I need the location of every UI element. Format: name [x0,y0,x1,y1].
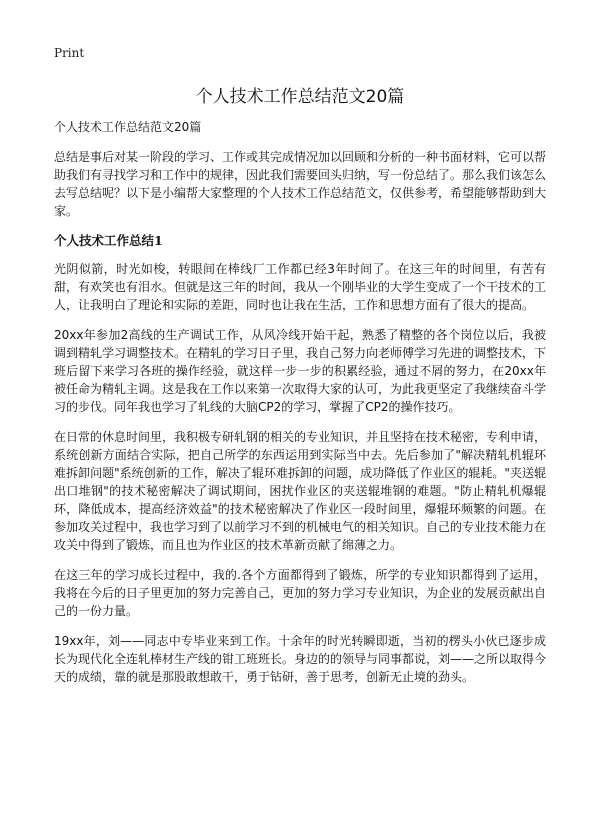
intro-paragraph: 总结是事后对某一阶段的学习、工作或其完成情况加以回顾和分析的一种书面材料，它可以帮助我们有寻找学习和工作中的规律，因此我们需要回头归纳，写一份总结了。那么我们该怎么去写总结呢？以下是小编帮大家整理的个人技术工作总结范文，仅供参考，希望能够帮助到大家。 [54,150,547,218]
section-heading: 个人技术工作总结1 [54,233,163,248]
page-title: 个人技术工作总结范文20篇 [195,87,405,107]
print-link[interactable]: Print [54,46,85,60]
body-paragraph: 在这三年的学习成长过程中，我的.各个方面都得到了锻炼，所学的专业知识都得到了运用，我将在今后的日子里更加的努力完善自己，更加的努力学习专业知识，为企业的发展贡献出自己的一份力量。 [54,568,547,618]
document-subtitle: 个人技术工作总结范文20篇 [54,120,202,134]
body-paragraph: 20xx年参加2高线的生产调试工作，从风冷线开始干起，熟悉了精整的各个岗位以后，我被调到精轧学习调整技术。在精轧的学习日子里，我自己努力向老师傅学习先进的调整技术，下班后留下来学习各班的操作经验，就这样一步一步的积累经验，通过不屑的努力，在20xx年被任命为精轧主调。这是我在工作以来第一次取得大家的认可，为此我更坚定了我继续奋斗学习的步伐。同年我也学习了轧线的大脑CP2的学习，掌握了CP2的操作技巧。 [54,328,547,414]
body-paragraph: 在日常的休息时间里，我积极专研轧钢的相关的专业知识，并且坚持在技术秘密，专利申请，系统创新方面结合实际，把自己所学的东西运用到实际当中去。先后参加了"解决精轧机辊环难拆卸问题"系统创新的工作，解决了辊环难拆卸的问题，成功降低了作业区的辊耗。"夹送辊出口堆钢"的技术秘密解决了调试期间，困扰作业区的夹送辊堆钢的难题。"防止精轧机爆辊环，降低成本，提高经济效益"的技术秘密解决了作业区一段时间里，爆辊环频繁的问题。在参加攻关过程中，我也学习到了以前学习不到的机械电气的相关知识。自己的专业技术能力在攻关中得到了锻炼，而且也为作业区的技术革新贡献了绵薄之力。 [54,430,547,552]
body-paragraph: 19xx年，刘——同志中专毕业来到工作。十余年的时光转瞬即逝，当初的楞头小伙已逐步成长为现代化全连轧棒材生产线的钳工班班长。身边的的领导与同事都说，刘——之所以取得今天的成绩，靠的就是那股敢想敢干，勇于钻研，善于思考，创新无止境的劲头。 [54,634,547,684]
body-paragraph: 光阴似箭，时光如梭，转眼间在棒线厂工作都已经3年时间了。在这三年的时间里，有苦有甜，有欢笑也有泪水。但就是这三年的时间，我从一个刚毕业的大学生变成了一个干技术的工人，让我明白了理论和实际的差距，同时也让我在生活，工作和思想方面有了很大的提高。 [54,262,547,312]
document-body [54,118,546,698]
